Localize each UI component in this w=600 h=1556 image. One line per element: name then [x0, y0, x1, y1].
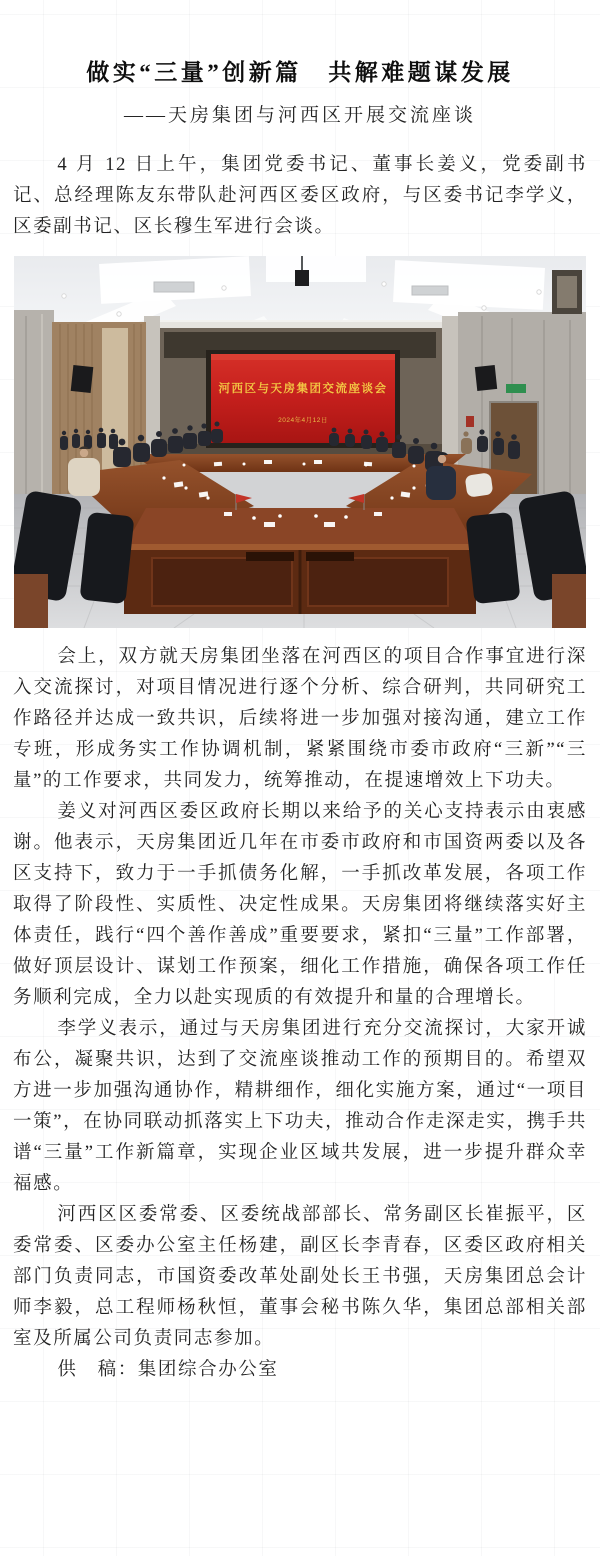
paragraph-attendees: 河西区区委常委、区委统战部部长、常务副区长崔振平，区委常委、区委办公室主任杨建，副区长李青春，区委区政府相关部门负责同志，市国资委改革处副处长王书强，天房集团总会计师李毅，总工程师杨秋恒，董事会秘书陈久华，集团总部相关部室及所属公司负责同志参加。 [13, 1205, 587, 1349]
article-subtitle: ——天房集团与河西区开展交流座谈 [123, 105, 476, 126]
exit-sign [506, 384, 526, 393]
article-title: 做实“三量”创新篇 共解难题谋发展 [86, 60, 514, 85]
screen-date: 2024年4月12日 [278, 417, 328, 424]
paragraph-jiangyi: 姜义对河西区委区政府长期以来给予的关心支持表示由衷感谢。他表示，天房集团近几年在市委市政府和市国资两委以及各区支持下，致力于一手抓债务化解，一手抓改革发展，各项工作取得了阶段性、实质性、决定性成果。天房集团将继续落实好主体责任，践行“四个善作善成”重要要求，紧扣“三量”工作部署，做好顶层设计、谋划工作预案，细化工作措施，确保各项工作任务顺利完成，全力以赴实现质的有效提升和量的合理增长。 [13, 802, 587, 1008]
byline: 供 稿：集团综合办公室 [57, 1360, 279, 1380]
meeting-screen [206, 350, 400, 448]
side-stand-right [552, 574, 586, 628]
screen-title: 河西区与天房集团交流座谈会 [218, 383, 388, 395]
side-stand-left [14, 574, 48, 628]
paragraph-intro: 4 月 12 日上午，集团党委书记、董事长姜义，党委副书记、总经理陈友东带队赴河西区委区政府，与区委书记李学义，区委副书记、区长穆生军进行会谈。 [13, 155, 587, 237]
jacket-on-chair [465, 472, 494, 497]
speaker-left [71, 365, 94, 393]
paragraph-lixueyi: 李学义表示，通过与天房集团进行充分交流探讨，大家开诚布公，凝聚共识，达到了交流座谈推动工作的预期目的。希望双方进一步加强沟通协作，精耕细作，细化实施方案，通过“一项目一策”，在协同联动抓落实上下功夫，推动合作走深走实，携手共谱“三量”工作新篇章，实现企业区域共发展，进一步提升群众幸福感。 [13, 1019, 587, 1194]
meeting-photo [14, 256, 586, 628]
attendee-white-jacket [68, 458, 100, 496]
conference-room-photo [14, 256, 586, 628]
projector [295, 270, 309, 286]
attendee-uniform [426, 466, 456, 500]
paragraph-discussion: 会上，双方就天房集团坐落在河西区的项目合作事宜进行深入交流探讨，对项目情况进行逐个分析、综合研判，共同研究工作路径并达成一致共识，后续将进一步加强对接沟通，建立工作专班，形成务实工作协调机制，紧紧围绕市委市政府“三新”“三量”的工作要求，共同发力，统筹推动，在提速增效上下功夫。 [13, 647, 587, 791]
speaker-right [475, 365, 497, 391]
